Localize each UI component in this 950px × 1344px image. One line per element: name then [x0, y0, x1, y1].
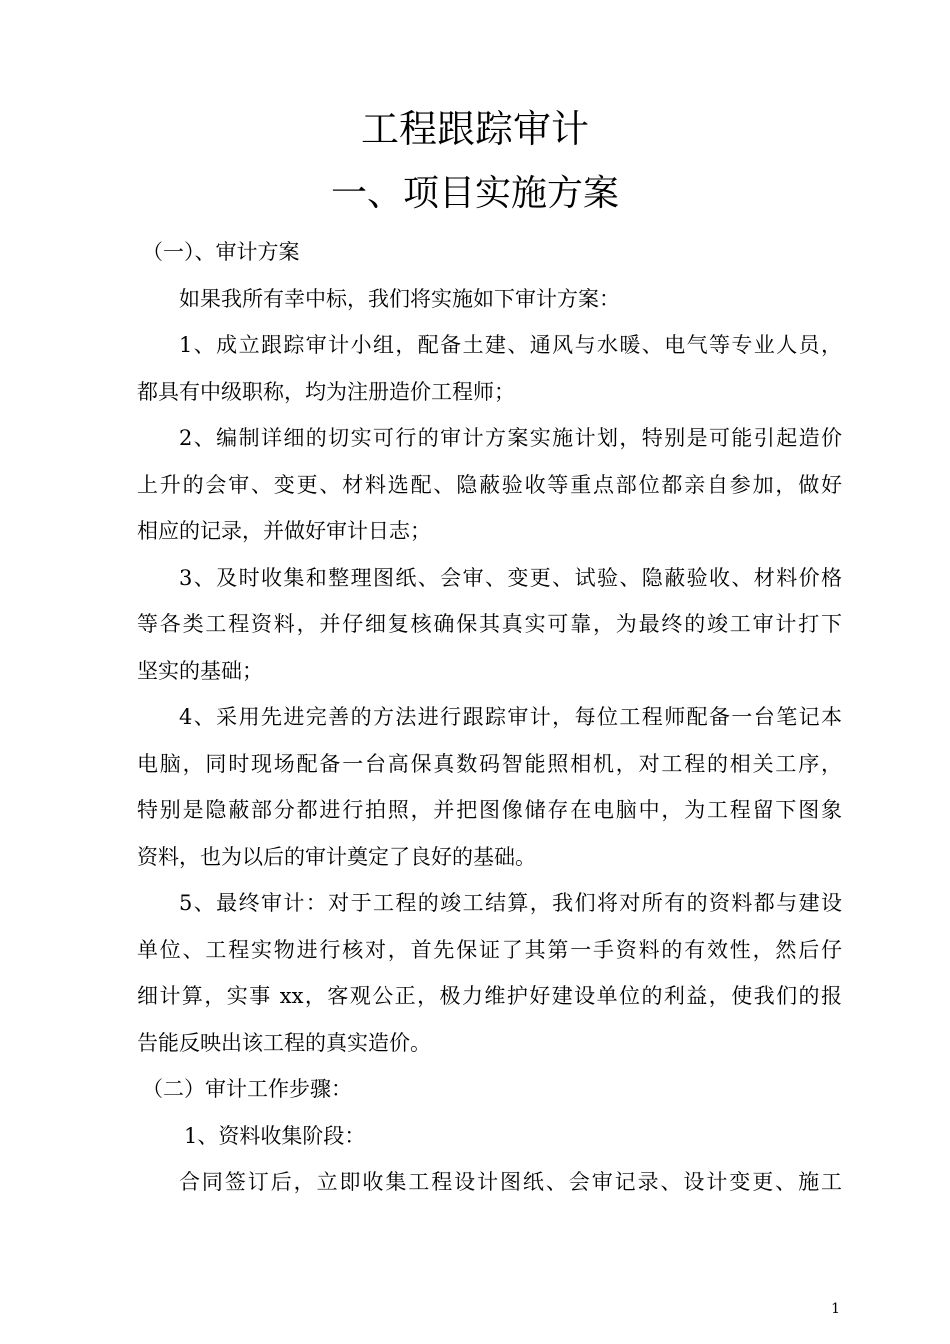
- paragraph-line: 2、编制详细的切实可行的审计方案实施计划，特别是可能引起造价: [179, 426, 842, 450]
- paragraph-line: 资料，也为以后的审计奠定了良好的基础。: [137, 844, 536, 869]
- paragraph-line: 细计算，实事 xx，客观公正，极力维护好建设单位的利益，使我们的报: [137, 984, 842, 1008]
- paragraph-line: 4、采用先进完善的方法进行跟踪审计，每位工程师配备一台笔记本: [179, 705, 842, 729]
- paragraph-line: 等各类工程资料，并仔细复核确保其真实可靠，为最终的竣工审计打下: [137, 612, 842, 636]
- document-title: 工程跟踪审计: [360, 107, 589, 151]
- paragraph-line: 如果我所有幸中标，我们将实施如下审计方案：: [179, 286, 620, 311]
- paragraph-line: 5、最终审计：对于工程的竣工结算，我们将对所有的资料都与建设: [179, 891, 842, 915]
- subheading-audit-steps: （二）审计工作步骤：: [142, 1077, 352, 1101]
- paragraph-line: 都具有中级职称，均为注册造价工程师；: [137, 379, 515, 404]
- paragraph-line: 电脑，同时现场配备一台高保真数码智能照相机，对工程的相关工序，: [137, 751, 842, 776]
- paragraph-line: 告能反映出该工程的真实造价。: [137, 1030, 431, 1055]
- section-heading: 一、项目实施方案: [330, 173, 619, 214]
- paragraph-line: 1、成立跟踪审计小组，配备土建、通风与水暖、电气等专业人员，: [179, 333, 842, 357]
- paragraph-line: 特别是隐蔽部分都进行拍照，并把图像储存在电脑中，为工程留下图象: [137, 798, 842, 822]
- paragraph-line: 合同签订后，立即收集工程设计图纸、会审记录、设计变更、施工: [179, 1170, 842, 1194]
- step-heading: 1、资料收集阶段：: [184, 1123, 366, 1148]
- paragraph-line: 坚实的基础；: [137, 658, 263, 683]
- body-text: [137, 229, 842, 1206]
- page-number: 1: [831, 1301, 840, 1317]
- paragraph-line: 上升的会审、变更、材料选配、隐蔽验收等重点部位都亲自参加，做好: [137, 472, 842, 497]
- subheading-audit-plan: （一）、审计方案: [142, 240, 300, 264]
- paragraph-line: 单位、工程实物进行核对，首先保证了其第一手资料的有效性，然后仔: [137, 937, 842, 962]
- paragraph-line: 相应的记录，并做好审计日志；: [137, 519, 431, 543]
- paragraph-line: 3、及时收集和整理图纸、会审、变更、试验、隐蔽验收、材料价格: [179, 565, 842, 590]
